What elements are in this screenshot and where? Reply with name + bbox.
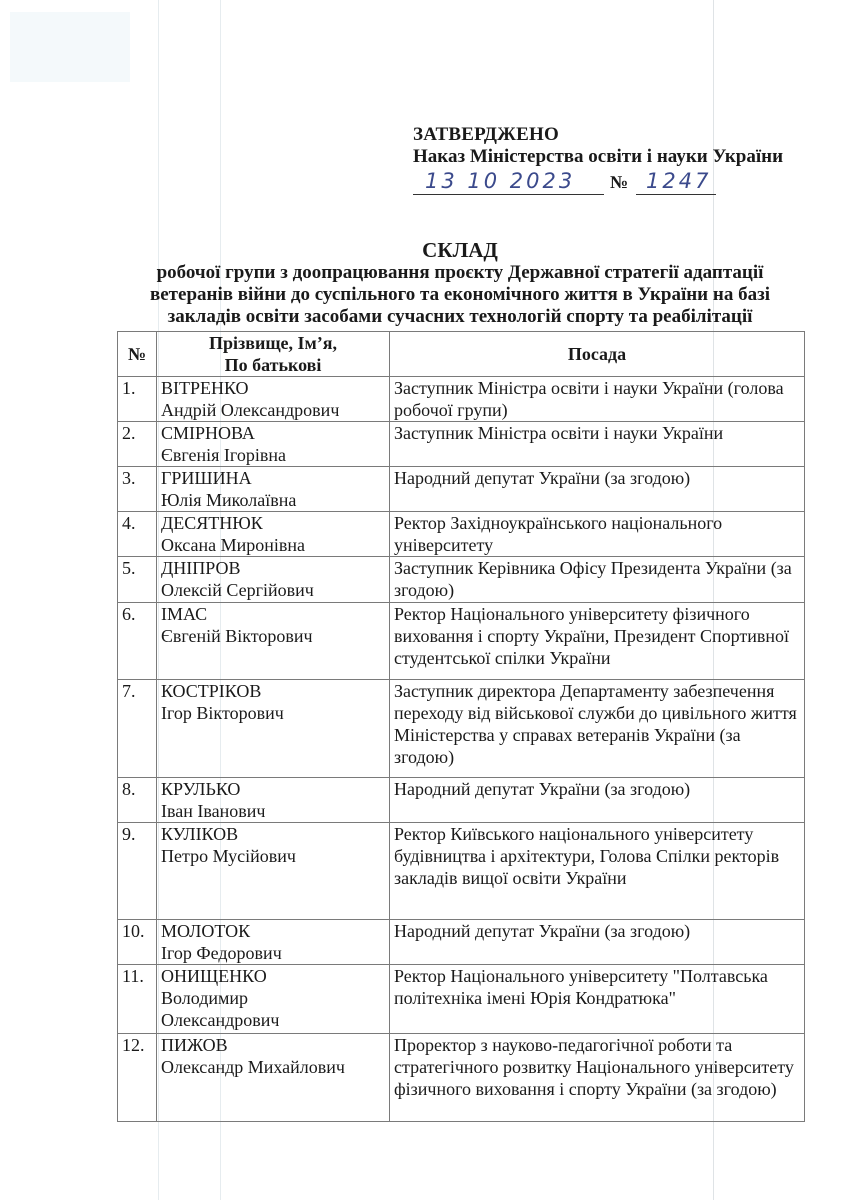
row-number: 12.	[118, 1034, 157, 1122]
table-header-row	[118, 332, 805, 377]
order-date-number	[413, 168, 723, 198]
header-name-line: По батькові	[224, 355, 322, 375]
header-position: Посада	[390, 332, 805, 377]
order-title: Наказ Міністерства освіти і науки України	[413, 146, 784, 167]
member-given-name: Євгенія Ігорівна	[161, 445, 286, 465]
subtitle-line: робочої групи з доопрацювання проєкту Державної стратегії адаптації	[156, 262, 764, 283]
member-surname: ДНІПРОВ	[161, 558, 241, 578]
header-name	[157, 332, 390, 377]
member-surname: ГРИШИНА	[161, 468, 252, 488]
member-given-name: Ігор Федорович	[161, 943, 282, 963]
member-position: Заступник Міністра освіти і науки України (голова робочої групи)	[390, 377, 805, 422]
member-name	[157, 467, 390, 512]
row-number: 9.	[118, 823, 157, 920]
member-surname: ІМАС	[161, 604, 208, 624]
row-number: 11.	[118, 965, 157, 1034]
member-surname: ОНИЩЕНКО	[161, 966, 267, 986]
row-number: 10.	[118, 920, 157, 965]
member-position: Ректор Київського національного університету будівництва і архітектури, Голова Спілки ректорів закладів вищої освіти України	[390, 823, 805, 920]
row-number: 8.	[118, 778, 157, 823]
member-surname: СМІРНОВА	[161, 423, 255, 443]
order-date-field	[413, 168, 604, 195]
member-name	[157, 920, 390, 965]
table-row	[118, 377, 805, 422]
member-name	[157, 778, 390, 823]
member-given-name: Андрій Олександрович	[161, 400, 340, 420]
member-name	[157, 603, 390, 680]
member-position: Заступник Міністра освіти і науки України	[390, 422, 805, 467]
table-row	[118, 965, 805, 1034]
member-name	[157, 512, 390, 557]
approval-block	[413, 124, 783, 168]
order-number: 1247	[646, 169, 712, 193]
table-row	[118, 680, 805, 778]
row-number: 1.	[118, 377, 157, 422]
table-row	[118, 920, 805, 965]
row-number: 5.	[118, 557, 157, 603]
member-name	[157, 965, 390, 1034]
member-position: Ректор Національного університету "Полтавська політехніка імені Юрія Кондратюка"	[390, 965, 805, 1034]
member-given-name: Олександр Михайлович	[161, 1057, 345, 1077]
order-number-field	[636, 168, 716, 195]
member-position: Проректор з науково-педагогічної роботи та стратегічного розвитку Національного університету фізичного виховання і спорту України (за згодою)	[390, 1034, 805, 1122]
member-position: Заступник директора Департаменту забезпечення переходу від військової служби до цивільного життя Міністерства у справах ветеранів України (за згодою)	[390, 680, 805, 778]
member-surname: КУЛІКОВ	[161, 824, 239, 844]
members-table	[117, 331, 805, 1122]
member-given-name: Іван Іванович	[161, 801, 266, 821]
member-position: Заступник Керівника Офісу Президента України (за згодою)	[390, 557, 805, 603]
member-position: Ректор Національного університету фізичного виховання і спорту України, Президент Спортивної студентської спілки України	[390, 603, 805, 680]
table-row	[118, 1034, 805, 1122]
row-number: 4.	[118, 512, 157, 557]
table-row	[118, 778, 805, 823]
member-position: Народний депутат України (за згодою)	[390, 920, 805, 965]
row-number: 6.	[118, 603, 157, 680]
row-number: 2.	[118, 422, 157, 467]
table-row	[118, 557, 805, 603]
member-name	[157, 680, 390, 778]
member-given-name: Оксана Миронівна	[161, 535, 306, 555]
member-given-name: Олексій Сергійович	[161, 580, 314, 600]
member-name	[157, 823, 390, 920]
member-name	[157, 557, 390, 603]
member-given-name: Володимир	[161, 988, 249, 1008]
member-given-name: Петро Мусійович	[161, 846, 296, 866]
member-position: Народний депутат України (за згодою)	[390, 467, 805, 512]
table-row	[118, 823, 805, 920]
member-position: Ректор Західноукраїнського національного університету	[390, 512, 805, 557]
table-row	[118, 603, 805, 680]
member-name	[157, 422, 390, 467]
member-surname: КОСТРІКОВ	[161, 681, 262, 701]
member-surname: МОЛОТОК	[161, 921, 251, 941]
document-title: СКЛАД	[422, 238, 498, 262]
document-subtitle	[110, 262, 810, 328]
row-number: 7.	[118, 680, 157, 778]
member-given-name: Ігор Вікторович	[161, 703, 284, 723]
member-surname: ДЕСЯТНЮК	[161, 513, 263, 533]
order-number-label: №	[610, 172, 629, 192]
order-date: 13 10 2023	[425, 169, 576, 193]
table-row	[118, 422, 805, 467]
header-name-line: Прізвище, Ім’я,	[208, 333, 338, 353]
subtitle-line: ветеранів війни до суспільного та економічного життя в України на базі	[149, 284, 770, 305]
header-number: №	[118, 332, 157, 377]
member-given-name: Олександрович	[161, 1010, 280, 1030]
scan-artifact	[10, 12, 130, 82]
approval-stamp: ЗАТВЕРДЖЕНО	[413, 124, 559, 145]
member-given-name: Юлія Миколаївна	[161, 490, 297, 510]
row-number: 3.	[118, 467, 157, 512]
member-name	[157, 1034, 390, 1122]
subtitle-line: закладів освіти засобами сучасних технологій спорту та реабілітації	[167, 306, 753, 327]
table-row	[118, 467, 805, 512]
member-surname: ВІТРЕНКО	[161, 378, 249, 398]
member-given-name: Євгеній Вікторович	[161, 626, 313, 646]
table-row	[118, 512, 805, 557]
member-name	[157, 377, 390, 422]
member-surname: ПИЖОВ	[161, 1035, 228, 1055]
member-surname: КРУЛЬКО	[161, 779, 241, 799]
member-position: Народний депутат України (за згодою)	[390, 778, 805, 823]
